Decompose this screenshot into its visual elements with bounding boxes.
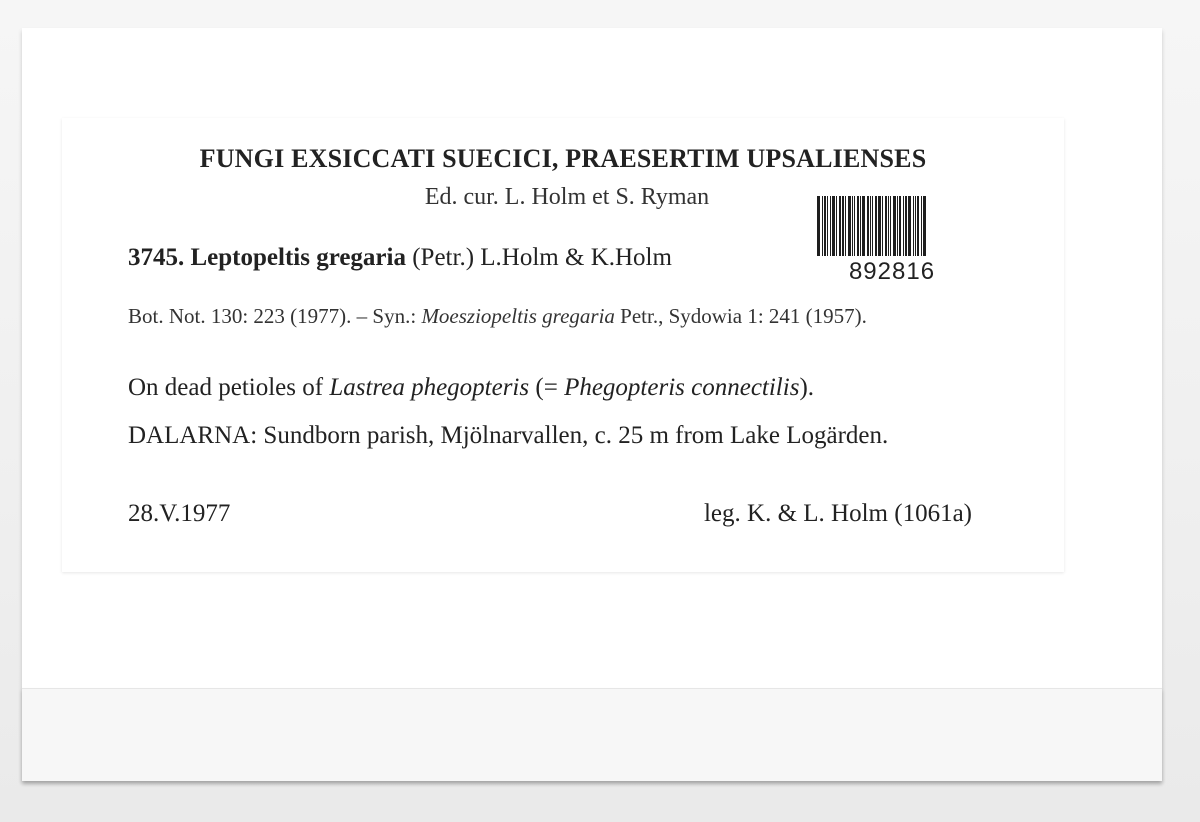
collector-line: leg. K. & L. Holm (1061a) [703, 500, 972, 527]
barcode-bar [824, 196, 826, 256]
barcode-bar [872, 196, 873, 256]
synonym-reference: Petr., Sydowia 1: 241 (1957). [614, 304, 867, 328]
host-name: Lastrea phegopteris [329, 374, 530, 401]
habitat-line [128, 374, 814, 402]
barcode-bar [827, 196, 828, 256]
barcode-bar [845, 196, 846, 256]
species-name: Leptopeltis gregaria [190, 244, 406, 271]
barcode-number: 892816 [848, 258, 936, 285]
barcode-bar [839, 196, 841, 256]
barcode-bar [905, 196, 907, 256]
collection-date: 28.V.1977 [128, 500, 231, 527]
barcode-bar [915, 196, 916, 256]
barcode-bar [842, 196, 844, 256]
host-synonym: Phegopteris connectilis [564, 374, 800, 401]
series-title: FUNGI EXSICCATI SUECICI, PRAESERTIM UPSALIENSES [199, 144, 927, 173]
barcode-bar [875, 196, 877, 256]
exsiccata-number: 3745. [128, 244, 185, 271]
synonym-name: Moesziopeltis gregaria [421, 304, 615, 328]
barcode-bar [832, 196, 835, 256]
barcode-bar [882, 196, 883, 256]
citation-text [128, 302, 1002, 330]
barcode-bar [893, 196, 896, 256]
barcode [817, 196, 962, 256]
barcode-bar [921, 196, 922, 256]
barcode-bar [854, 196, 855, 256]
locality-text: DALARNA: Sundborn parish, Mjölnarvallen, c. 25 m from Lake Logärden. [128, 422, 889, 449]
barcode-bar [899, 196, 901, 256]
barcode-bar [848, 196, 851, 256]
barcode-bar [867, 196, 869, 256]
barcode-bar [862, 196, 865, 256]
species-line [128, 244, 672, 272]
barcode-bar [860, 196, 861, 256]
barcode-bar [878, 196, 881, 256]
barcode-bar [923, 196, 926, 256]
barcode-bar [870, 196, 871, 256]
barcode-bar [885, 196, 887, 256]
barcode-bar [836, 196, 837, 256]
folder-flap [22, 688, 1162, 781]
barcode-bar [890, 196, 891, 256]
herbarium-label [62, 118, 1064, 572]
barcode-bar [917, 196, 919, 256]
barcode-bar [888, 196, 889, 256]
editors-line: Ed. cur. L. Holm et S. Ryman [424, 184, 710, 210]
barcode-bar [857, 196, 859, 256]
barcode-bar [830, 196, 831, 256]
barcode-bar [908, 196, 911, 256]
barcode-bar [852, 196, 853, 256]
habitat-middle: (= [529, 374, 565, 401]
barcode-bar [822, 196, 823, 256]
barcode-bar [913, 196, 914, 256]
citation-reference: Bot. Not. 130: 223 (1977). – Syn.: [128, 304, 422, 328]
species-authority: (Petr.) L.Holm & K.Holm [412, 244, 672, 271]
barcode-bar [903, 196, 904, 256]
barcode-bar [897, 196, 898, 256]
habitat-suffix: ). [799, 374, 815, 401]
barcode-bar [817, 196, 820, 256]
habitat-prefix: On dead petioles of [128, 374, 330, 401]
